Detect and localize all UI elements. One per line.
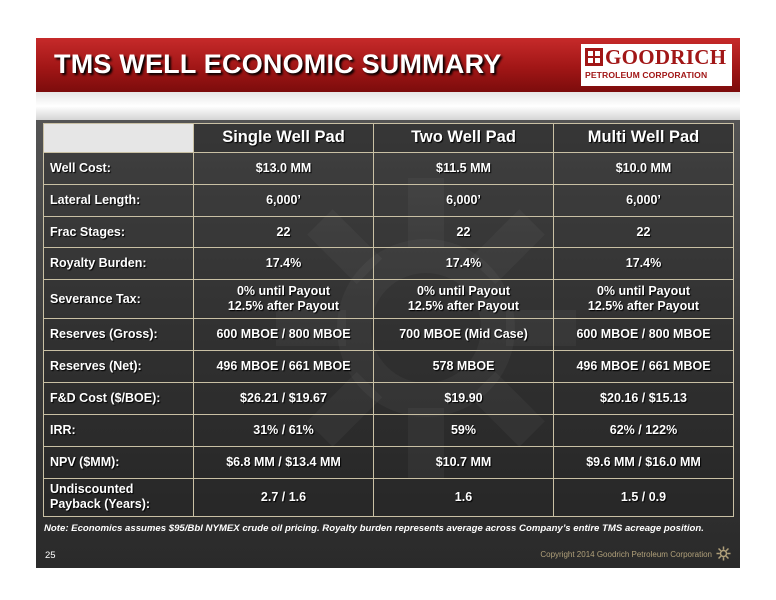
row-label: IRR: [44, 415, 194, 447]
logo-name: GOODRICH [605, 45, 727, 69]
table-row-reserves-net [44, 351, 734, 383]
table-cell: 700 MBOE (Mid Case) [374, 319, 554, 351]
table-cell: 17.4% [374, 248, 554, 280]
table-row-irr [44, 415, 734, 447]
table-cell: 59% [374, 415, 554, 447]
column-header-single-well-pad: Single Well Pad [194, 124, 374, 153]
table-cell: $6.8 MM / $13.4 MM [194, 447, 374, 479]
table-row-royalty-burden [44, 248, 734, 280]
table-cell: $19.90 [374, 383, 554, 415]
cell-line: 0% until Payout [236, 284, 331, 299]
goodrich-derrick-logo-icon [585, 48, 603, 66]
page-number: 25 [45, 550, 56, 561]
row-label: NPV ($MM): [44, 447, 194, 479]
header-band [36, 92, 740, 120]
table-row-npv [44, 447, 734, 479]
cell-line: 0% until Payout [416, 284, 511, 299]
table-cell: 17.4% [194, 248, 374, 280]
table-cell: $26.21 / $19.67 [194, 383, 374, 415]
row-label: Frac Stages: [44, 216, 194, 248]
row-label: Severance Tax: [44, 280, 194, 319]
column-header-two-well-pad: Two Well Pad [374, 124, 554, 153]
table-cell: 600 MBOE / 800 MBOE [554, 319, 734, 351]
table-corner-cell [44, 124, 194, 153]
economics-table [43, 123, 734, 517]
table-cell: $11.5 MM [374, 152, 554, 184]
row-label: Reserves (Gross): [44, 319, 194, 351]
row-label [44, 478, 194, 516]
table-row-lateral-length [44, 184, 734, 216]
table-cell: 31% / 61% [194, 415, 374, 447]
row-label: Royalty Burden: [44, 248, 194, 280]
table-cell: 578 MBOE [374, 351, 554, 383]
table-row-fd-cost [44, 383, 734, 415]
table-cell [374, 280, 554, 319]
footnote: Note: Economics assumes $95/Bbl NYMEX crude oil pricing. Royalty burden represents average across Company’s entire TMS acreage position. [44, 523, 704, 534]
table-row-frac-stages [44, 216, 734, 248]
row-label-line: Undiscounted [50, 482, 134, 497]
table-cell: 6,000’ [554, 184, 734, 216]
copyright-text: Copyright 2014 Goodrich Petroleum Corporation [540, 550, 712, 559]
row-label: Well Cost: [44, 152, 194, 184]
table-cell: 6,000’ [374, 184, 554, 216]
table-cell: $20.16 / $15.13 [554, 383, 734, 415]
table-cell: $9.6 MM / $16.0 MM [554, 447, 734, 479]
cell-line: 12.5% after Payout [407, 299, 520, 314]
cell-line: 0% until Payout [596, 284, 691, 299]
table-row-payback [44, 478, 734, 516]
table-row-severance-tax [44, 280, 734, 319]
logo-subtitle: PETROLEUM CORPORATION [585, 70, 708, 80]
table-cell: 6,000’ [194, 184, 374, 216]
row-label-line: Payback (Years): [50, 497, 151, 512]
table-cell: 1.5 / 0.9 [554, 478, 734, 516]
goodrich-sun-emblem-icon [716, 546, 731, 561]
cell-line: 12.5% after Payout [587, 299, 700, 314]
title-bar [36, 38, 740, 92]
table-cell: 22 [194, 216, 374, 248]
table-cell: $13.0 MM [194, 152, 374, 184]
row-label: F&D Cost ($/BOE): [44, 383, 194, 415]
table-row-well-cost [44, 152, 734, 184]
table-cell: 62% / 122% [554, 415, 734, 447]
page-title: TMS WELL ECONOMIC SUMMARY [54, 49, 502, 79]
column-header-multi-well-pad: Multi Well Pad [554, 124, 734, 153]
table-cell: 22 [554, 216, 734, 248]
table-row-reserves-gross [44, 319, 734, 351]
table-cell: 496 MBOE / 661 MBOE [554, 351, 734, 383]
table-cell: $10.0 MM [554, 152, 734, 184]
table-cell: $10.7 MM [374, 447, 554, 479]
table-cell: 17.4% [554, 248, 734, 280]
cell-line: 12.5% after Payout [227, 299, 340, 314]
company-logo [581, 44, 732, 86]
table-cell: 2.7 / 1.6 [194, 478, 374, 516]
row-label: Lateral Length: [44, 184, 194, 216]
table-cell [554, 280, 734, 319]
table-cell [194, 280, 374, 319]
table-cell: 1.6 [374, 478, 554, 516]
row-label: Reserves (Net): [44, 351, 194, 383]
table-cell: 22 [374, 216, 554, 248]
table-header-row [44, 124, 734, 153]
slide [36, 38, 740, 568]
table-cell: 600 MBOE / 800 MBOE [194, 319, 374, 351]
table-cell: 496 MBOE / 661 MBOE [194, 351, 374, 383]
